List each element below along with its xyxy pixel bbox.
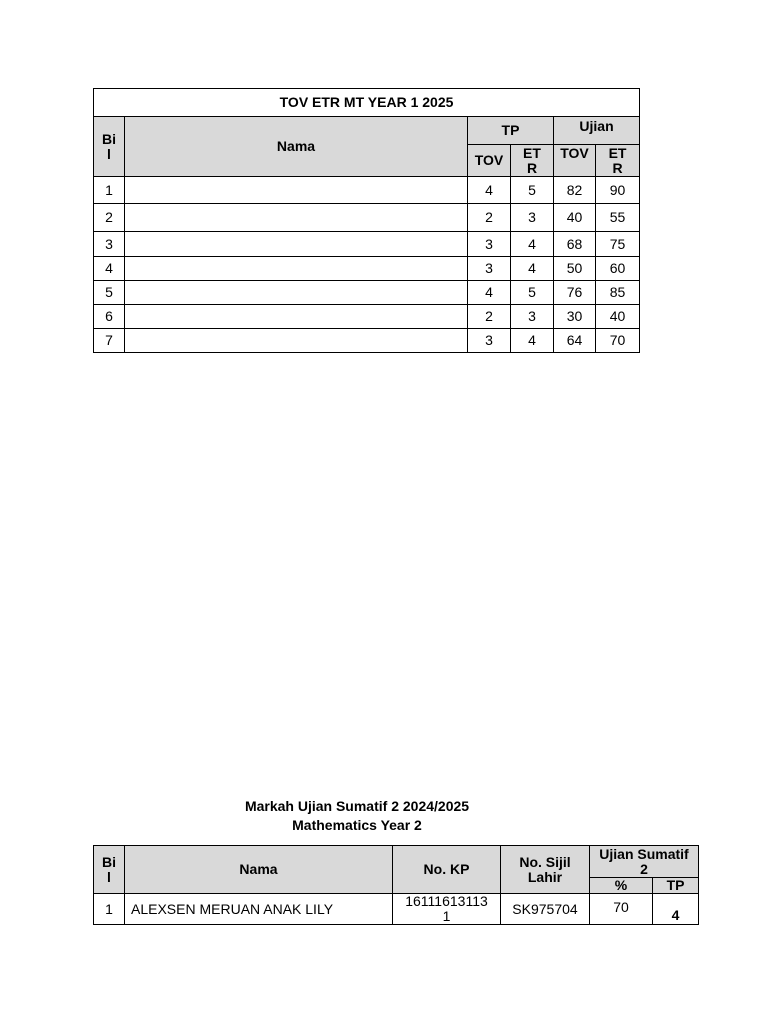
section-subtitle: Mathematics Year 2 (292, 817, 422, 833)
header-tp: TP (653, 878, 699, 894)
row-percent: 70 (590, 894, 653, 925)
row-tp-etr: 5 (511, 177, 554, 204)
row-nama: ALEXSEN MERUAN ANAK LILY (125, 894, 393, 925)
header-ujian-tov: TOV (554, 145, 596, 177)
row-tp-tov: 3 (468, 232, 511, 257)
table-body (94, 177, 640, 353)
header-ujian-sumatif: Ujian Sumatif 2 (590, 846, 699, 878)
row-ujian-tov: 76 (554, 281, 596, 305)
table-row (94, 894, 699, 925)
header-tp-tov: TOV (468, 145, 511, 177)
row-tp-etr: 3 (511, 204, 554, 232)
row-ujian-tov: 68 (554, 232, 596, 257)
table-row (94, 257, 640, 281)
header-tp-etr: ETR (511, 145, 554, 177)
row-bil: 2 (94, 204, 125, 232)
row-ujian-etr: 60 (596, 257, 640, 281)
row-tp-tov: 3 (468, 329, 511, 353)
row-nama (125, 305, 468, 329)
row-nama (125, 232, 468, 257)
row-sijil: SK975704 (501, 894, 590, 925)
header-bil: Bil (94, 117, 125, 177)
header-nama: Nama (125, 117, 468, 177)
header-no-kp: No. KP (393, 846, 501, 894)
row-bil: 1 (94, 894, 125, 925)
row-nama (125, 257, 468, 281)
row-tp-etr: 4 (511, 232, 554, 257)
table-row (94, 232, 640, 257)
row-ujian-etr: 75 (596, 232, 640, 257)
section-title: Markah Ujian Sumatif 2 2024/2025 (244, 798, 470, 814)
table-row (94, 177, 640, 204)
row-tp-tov: 4 (468, 177, 511, 204)
row-bil: 3 (94, 232, 125, 257)
row-nama (125, 204, 468, 232)
row-bil: 7 (94, 329, 125, 353)
row-ujian-tov: 30 (554, 305, 596, 329)
row-tp-etr: 4 (511, 329, 554, 353)
row-ujian-tov: 64 (554, 329, 596, 353)
row-ujian-tov: 40 (554, 204, 596, 232)
header-bil: Bil (94, 846, 125, 894)
row-bil: 1 (94, 177, 125, 204)
row-ujian-etr: 90 (596, 177, 640, 204)
row-tp: 4 (653, 894, 699, 925)
row-nama (125, 329, 468, 353)
row-bil: 5 (94, 281, 125, 305)
table-row (94, 329, 640, 353)
row-ujian-etr: 55 (596, 204, 640, 232)
table-body (94, 894, 699, 925)
tov-etr-table (93, 88, 640, 353)
row-ujian-etr: 70 (596, 329, 640, 353)
row-nama (125, 177, 468, 204)
table-row (94, 281, 640, 305)
row-tp-tov: 2 (468, 204, 511, 232)
row-tp-etr: 5 (511, 281, 554, 305)
table-row (94, 204, 640, 232)
row-tp-etr: 4 (511, 257, 554, 281)
header-ujian: Ujian (554, 117, 640, 145)
row-bil: 4 (94, 257, 125, 281)
row-tp-etr: 3 (511, 305, 554, 329)
row-ujian-etr: 85 (596, 281, 640, 305)
row-ujian-tov: 50 (554, 257, 596, 281)
row-tp-tov: 4 (468, 281, 511, 305)
row-tp-tov: 3 (468, 257, 511, 281)
table-row (94, 305, 640, 329)
header-percent: % (590, 878, 653, 894)
header-ujian-etr: ETR (596, 145, 640, 177)
markah-table (93, 845, 699, 925)
row-nama (125, 281, 468, 305)
header-sijil: No. Sijil Lahir (501, 846, 590, 894)
row-tp-tov: 2 (468, 305, 511, 329)
row-ujian-etr: 40 (596, 305, 640, 329)
header-nama: Nama (125, 846, 393, 894)
row-no-kp: 161116131131 (393, 894, 501, 925)
row-bil: 6 (94, 305, 125, 329)
header-tp: TP (468, 117, 554, 145)
table-title: TOV ETR MT YEAR 1 2025 (94, 89, 640, 117)
row-ujian-tov: 82 (554, 177, 596, 204)
